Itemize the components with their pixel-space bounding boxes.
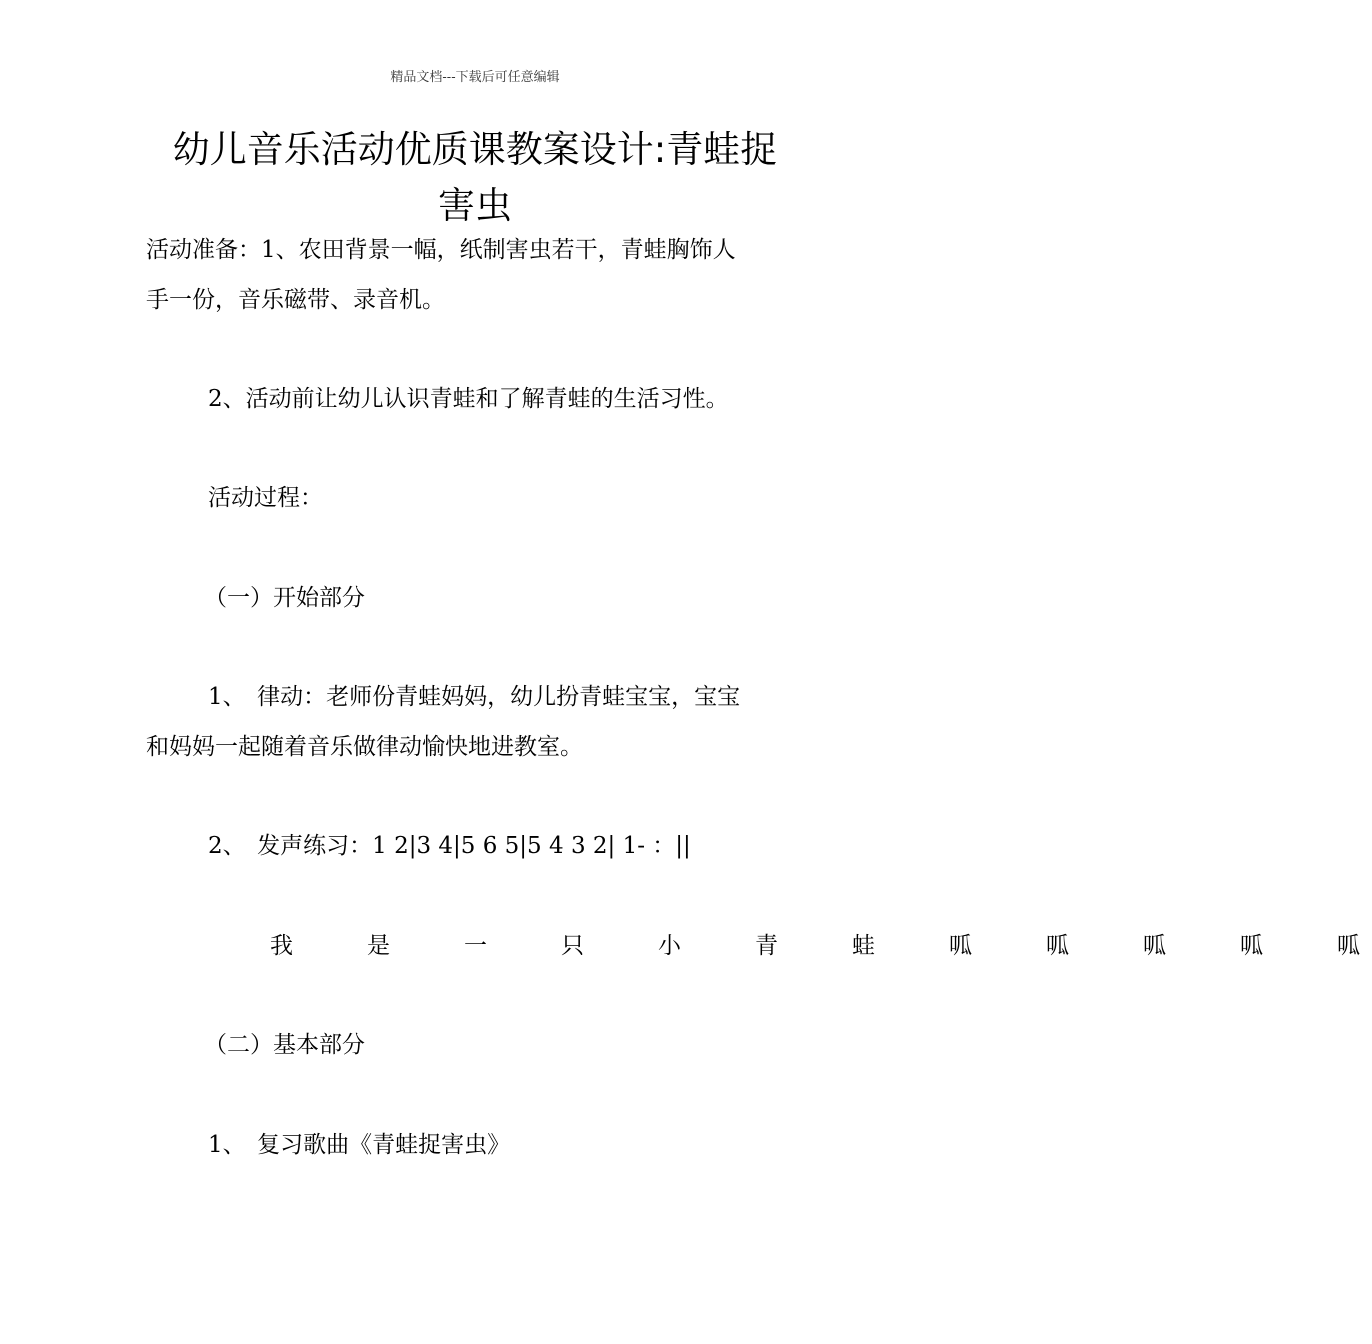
- lyric-word: 呱: [1240, 933, 1263, 959]
- process-heading: 活动过程：: [208, 485, 323, 511]
- item-3-review-song: 1、 复习歌曲《青蛙捉害虫》: [208, 1132, 511, 1158]
- lyric-word: 呱: [1143, 933, 1166, 959]
- prep-1-line-1: 活动准备：1、农田背景一幅，纸制害虫若干，青蛙胸饰人: [146, 237, 736, 263]
- item-2-vocal-practice: 2、 发声练习：1 2|3 4|5 6 5|5 4 3 2| 1- ：||: [208, 833, 691, 859]
- page-header: 精品文档---下载后可任意编辑: [390, 70, 560, 85]
- section-2-heading: （二）基本部分: [204, 1032, 365, 1058]
- section-1-heading: （一）开始部分: [204, 585, 365, 611]
- lyric-word: 呱: [1337, 933, 1360, 959]
- lyric-word: 小: [658, 933, 681, 959]
- lyric-word: 是: [367, 933, 390, 959]
- prep-1-line-2: 手一份，音乐磁带、录音机。: [146, 287, 445, 313]
- lyric-word: 一: [464, 933, 487, 959]
- lyric-word: 青: [755, 933, 778, 959]
- lyric-word: 呱: [949, 933, 972, 959]
- lyric-word: 呱: [1046, 933, 1069, 959]
- lyric-word: 只: [561, 933, 584, 959]
- lyric-word: 我: [270, 933, 293, 959]
- lyrics-line: [146, 922, 1360, 971]
- item-1-line-2: 和妈妈一起随着音乐做律动愉快地进教室。: [146, 734, 583, 760]
- title-line-2: 害虫: [438, 184, 512, 227]
- title-line-1: 幼儿音乐活动优质课教案设计:青蛙捉: [172, 128, 778, 171]
- item-1-line-1: 1、 律动：老师份青蛙妈妈，幼儿扮青蛙宝宝，宝宝: [208, 684, 741, 710]
- document-title: [120, 122, 830, 234]
- lyric-word: 蛙: [852, 933, 875, 959]
- prep-2: 2、活动前让幼儿认识青蛙和了解青蛙的生活习性。: [208, 386, 729, 412]
